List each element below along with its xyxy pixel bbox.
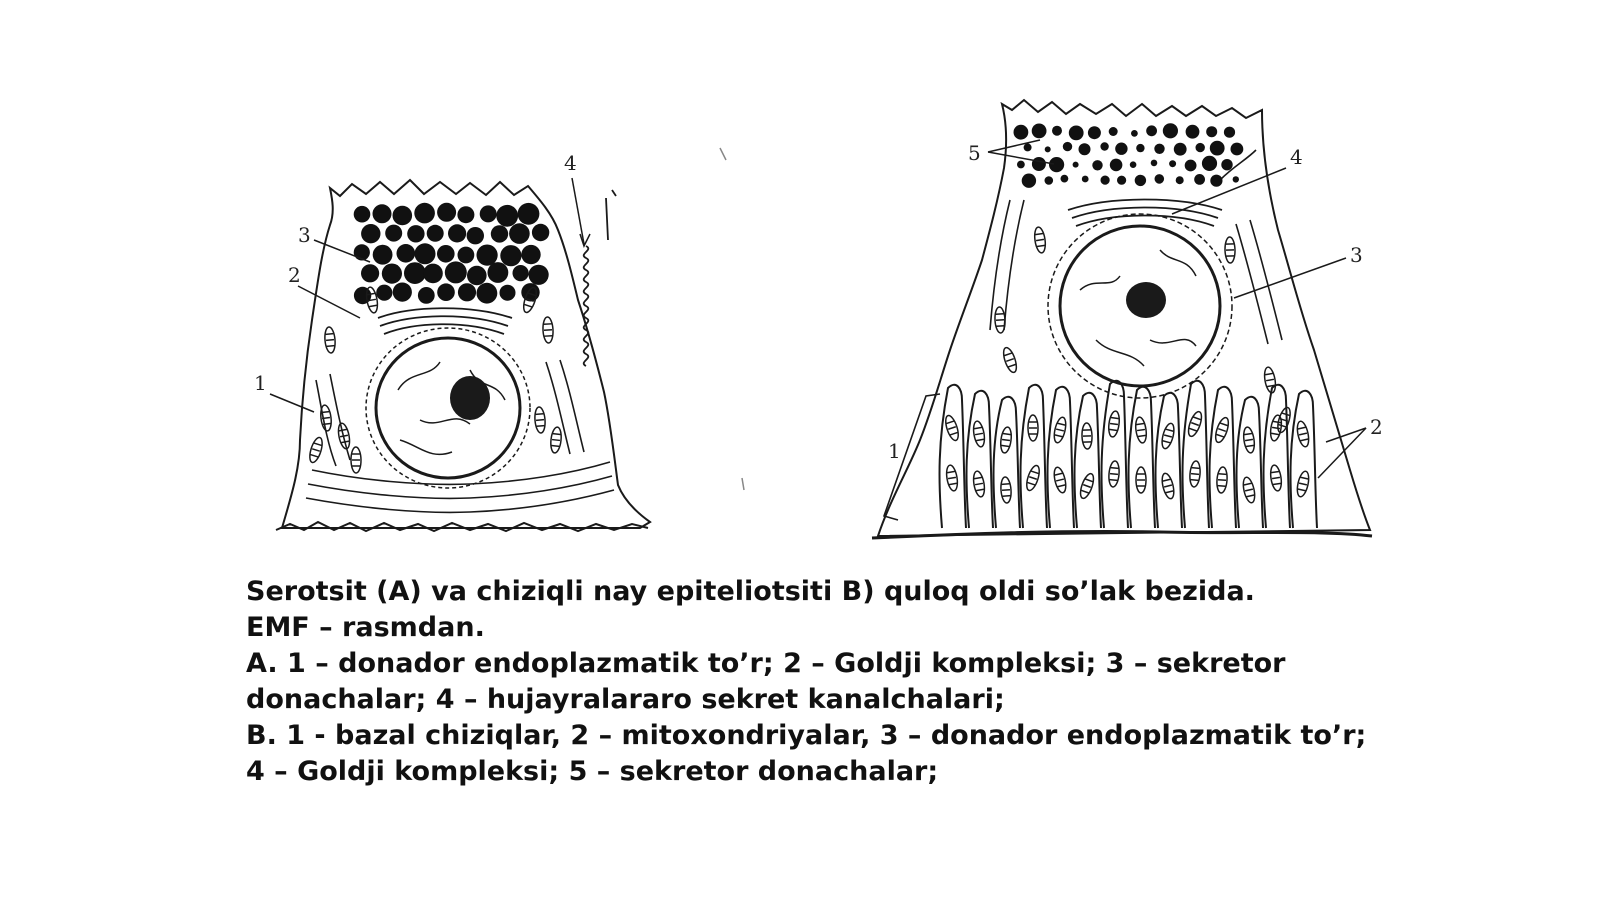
basal-infolding: [1156, 393, 1182, 528]
secretory-granule: [1233, 176, 1239, 182]
mitochondrion: [337, 422, 352, 449]
basal-infolding: [1102, 381, 1128, 528]
secretory-granule: [1146, 125, 1157, 136]
mitochondrion-cristae: [536, 414, 545, 427]
cell-a-label-4: 4: [564, 151, 577, 175]
secretory-granule: [1154, 144, 1164, 154]
cell-b-basal-striations: [940, 381, 1317, 528]
secretory-granule: [373, 204, 392, 223]
secretory-granule: [437, 203, 456, 222]
caption-line-5: B. 1 - bazal chiziqlar, 2 – mitoxondriyalar, 3 – donador endoplazmatik to’r;: [246, 720, 1367, 751]
secretory-granule: [1210, 141, 1225, 156]
secretory-granule: [1063, 142, 1072, 151]
secretory-granule: [1045, 146, 1051, 152]
cell-a-basal-edge: [276, 522, 648, 531]
mitochondrion-cristae: [1109, 468, 1118, 481]
secretory-granule: [427, 225, 444, 242]
secretory-granule: [376, 285, 392, 301]
secretory-granule: [1101, 176, 1110, 185]
secretory-granule: [361, 264, 379, 282]
secretory-granule: [1151, 160, 1158, 167]
secretory-granule: [437, 283, 455, 301]
basal-infolding: [1264, 385, 1290, 528]
basal-infolding: [1021, 385, 1047, 528]
secretory-granule: [1135, 175, 1146, 186]
mitochondrion: [943, 414, 961, 442]
secretory-granule: [1202, 156, 1217, 171]
secretory-granule: [467, 266, 487, 286]
cell-b-label-2: 2: [1370, 415, 1383, 439]
mitochondrion: [1295, 420, 1310, 448]
secretory-granule: [1231, 143, 1244, 156]
secretory-granule: [407, 225, 424, 242]
mitochondrion: [1108, 461, 1120, 488]
secretory-granule: [509, 223, 530, 244]
secretory-granule: [1100, 142, 1108, 150]
secretory-granule: [1069, 125, 1084, 140]
mitochondrion: [1136, 467, 1146, 493]
secretory-granule: [1224, 127, 1235, 138]
mitochondrion: [1078, 472, 1096, 500]
mitochondrion-cristae: [326, 334, 335, 347]
serocyte-cell-a: [270, 178, 650, 531]
secretory-granule: [500, 245, 521, 266]
mitochondrion: [1263, 366, 1277, 393]
secretory-granule: [448, 224, 466, 242]
secretory-granule: [415, 243, 436, 264]
caption-line-3: A. 1 – donador endoplazmatik to’r; 2 – Goldji kompleksi; 3 – sekretor: [246, 648, 1286, 679]
secretory-granule: [404, 262, 426, 284]
cell-b-mitochondria: [943, 226, 1311, 503]
secretory-granule: [1032, 123, 1047, 138]
secretory-granule: [1174, 143, 1187, 156]
secretory-granule: [1088, 126, 1101, 139]
secretory-granule: [457, 206, 474, 223]
secretory-granule: [1092, 160, 1102, 170]
secretory-granule: [1022, 174, 1036, 188]
secretory-granule: [500, 285, 516, 301]
cell-b-label-5: 5: [968, 141, 981, 165]
mitochondrion: [1001, 346, 1019, 374]
mitochondrion: [1052, 416, 1068, 444]
mitochondrion-cristae: [551, 434, 560, 447]
secretory-granule: [467, 227, 484, 244]
secretory-granule: [1024, 143, 1032, 151]
mitochondrion: [1189, 461, 1201, 488]
secretory-granule: [521, 245, 540, 264]
secretory-granule: [1049, 157, 1064, 172]
mitochondrion-cristae: [1137, 474, 1145, 486]
secretory-granule: [361, 224, 380, 243]
mitochondrion: [994, 307, 1005, 333]
mitochondrion: [1107, 410, 1120, 437]
secretory-granule: [1136, 144, 1144, 152]
mitochondrion: [1269, 464, 1283, 491]
secretory-granule: [1045, 176, 1054, 185]
mitochondrion-cristae: [352, 454, 360, 466]
mitochondrion: [1024, 464, 1042, 492]
stray-mark: [720, 148, 744, 490]
mitochondrion-cristae: [1035, 233, 1045, 246]
secretory-granule: [1061, 175, 1069, 183]
cell-b-basal-edge: [872, 531, 1372, 538]
cell-a-label-2: 2: [288, 263, 301, 287]
secretory-granule: [532, 224, 549, 241]
cell-a-nucleolus: [450, 376, 490, 420]
secretory-granule: [1169, 160, 1176, 167]
basal-infolding: [1291, 391, 1317, 528]
caption-line-1: Serotsit (A) va chiziqli nay epiteliotsiti B) quloq oldi so’lak bezida.: [246, 576, 1255, 607]
secretory-granule: [1082, 176, 1089, 183]
mitochondrion: [351, 447, 361, 473]
secretory-granule: [1110, 159, 1123, 172]
cell-a-chromatin: [398, 362, 505, 454]
secretory-granule: [382, 264, 402, 284]
secretory-granule: [1176, 176, 1184, 184]
cell-a-golgi: [378, 308, 512, 334]
mitochondrion: [1052, 466, 1068, 494]
mitochondrion-cristae: [544, 324, 553, 336]
mitochondrion-cristae: [1136, 423, 1146, 436]
basal-infolding: [1075, 393, 1101, 528]
basal-infolding: [1048, 387, 1074, 528]
mitochondrion: [1186, 410, 1204, 438]
mitochondrion-cristae: [1029, 422, 1037, 434]
secretory-granule: [414, 203, 435, 224]
cell-a-label-3: 3: [298, 223, 311, 247]
mitochondrion: [1082, 423, 1093, 449]
basal-infolding: [1183, 381, 1209, 528]
mitochondrion: [1033, 226, 1047, 253]
mitochondrion: [1000, 477, 1012, 504]
cell-a-secretory-granules: [354, 203, 550, 304]
mitochondrion: [542, 317, 553, 343]
cell-b-label-3: 3: [1350, 243, 1363, 267]
basal-infolding: [1210, 387, 1236, 528]
mitochondrion: [1242, 426, 1256, 453]
secretory-granule: [373, 245, 393, 265]
secretory-granule: [354, 206, 371, 223]
mitochondrion-cristae: [1218, 474, 1227, 487]
secretory-granule: [480, 205, 497, 222]
mitochondrion: [534, 407, 546, 434]
mitochondrion: [1275, 406, 1292, 434]
secretory-granule: [1117, 176, 1126, 185]
mitochondrion: [945, 464, 959, 491]
mitochondrion-cristae: [1190, 468, 1199, 481]
mitochondrion: [972, 420, 986, 447]
mitochondrion: [1160, 422, 1176, 450]
secretory-granule: [393, 283, 412, 302]
mitochondrion: [550, 427, 563, 454]
basal-infolding: [1129, 387, 1155, 528]
mitochondrion: [1134, 416, 1148, 443]
secretory-granule: [491, 225, 508, 242]
secretory-granule: [354, 287, 371, 304]
mitochondrion: [1028, 415, 1038, 441]
mitochondrion: [1295, 470, 1310, 498]
cell-a-label-1: 1: [254, 371, 267, 395]
basal-infolding: [1237, 397, 1263, 528]
secretory-granule: [1163, 123, 1178, 138]
secretory-granule: [529, 265, 549, 285]
basal-infolding: [940, 385, 966, 528]
secretory-granule: [445, 261, 467, 283]
secretory-granule: [1206, 126, 1217, 137]
mitochondrion: [1160, 472, 1176, 500]
secretory-granule: [1196, 143, 1205, 152]
mitochondrion: [999, 426, 1012, 453]
secretory-granule: [1221, 159, 1232, 170]
secretory-granule: [477, 283, 498, 304]
secretory-granule: [513, 265, 529, 281]
mitochondrion: [1216, 467, 1228, 494]
secretory-granule: [1185, 160, 1197, 172]
secretory-granule: [1194, 174, 1205, 185]
secretory-granule: [1014, 125, 1029, 140]
mitochondrion: [1213, 416, 1231, 444]
secretory-granule: [437, 245, 455, 263]
mitochondrion: [307, 436, 324, 464]
secretory-granule: [385, 225, 402, 242]
secretory-granule: [1131, 130, 1138, 137]
secretory-granule: [1032, 157, 1046, 171]
secretory-granule: [393, 206, 413, 226]
mitochondrion-cristae: [996, 314, 1005, 326]
cell-b-secretory-granules: [1014, 123, 1244, 188]
secretory-granule: [1155, 174, 1165, 184]
mitochondrion-cristae: [1109, 418, 1119, 431]
secretory-granule: [1130, 161, 1137, 168]
figure-caption: [246, 574, 1366, 790]
secretory-granule: [1017, 161, 1025, 169]
basal-infolding: [994, 397, 1020, 528]
secretory-granule: [1115, 143, 1127, 155]
mitochondrion-cristae: [1001, 434, 1011, 447]
basal-infolding: [967, 391, 993, 528]
secretory-granule: [518, 203, 540, 225]
secretory-granule: [1073, 162, 1079, 168]
cell-a-nucleus: [376, 338, 520, 478]
secretory-granule: [458, 247, 475, 264]
cell-a-secretory-canal: [584, 190, 616, 366]
caption-line-6: 4 – Goldji kompleksi; 5 – sekretor donachalar;: [246, 756, 939, 787]
secretory-granule: [488, 262, 509, 283]
caption-line-4: donachalar; 4 – hujayralararo sekret kanalchalari;: [246, 684, 1005, 715]
mitochondrion: [1241, 476, 1257, 504]
cell-a-nuclear-envelope: [366, 328, 530, 488]
secretory-granule: [423, 264, 443, 284]
secretory-granule: [1210, 175, 1222, 187]
mitochondrion: [1225, 237, 1236, 263]
caption-line-2: EMF – rasmdan.: [246, 612, 485, 643]
mitochondrion-cristae: [1226, 244, 1234, 256]
secretory-granule: [477, 245, 498, 266]
secretory-granule: [1186, 125, 1200, 139]
cell-b-nucleolus: [1126, 282, 1166, 318]
mitochondrion-cristae: [1002, 484, 1011, 497]
cell-b-label-4: 4: [1290, 145, 1303, 169]
mitochondrion: [324, 327, 336, 354]
secretory-granule: [1079, 143, 1091, 155]
cell-b-label-1: 1: [888, 439, 901, 463]
mitochondrion-cristae: [1083, 430, 1091, 442]
secretory-granule: [418, 287, 435, 304]
secretory-granule: [397, 244, 416, 263]
secretory-granule: [1109, 127, 1118, 136]
secretory-granule: [1052, 126, 1062, 136]
secretory-granule: [496, 205, 518, 227]
mitochondrion: [972, 470, 986, 497]
secretory-granule: [458, 283, 476, 301]
